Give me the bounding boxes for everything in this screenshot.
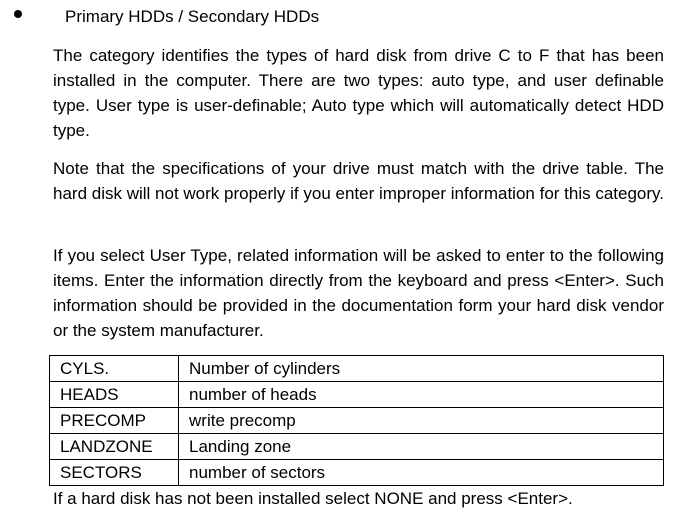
table-cell-parameter: LANDZONE <box>50 434 179 460</box>
table-cell-parameter: CYLS. <box>50 356 179 382</box>
table-cell-description: number of heads <box>179 382 664 408</box>
table-row <box>50 356 664 382</box>
table-row <box>50 408 664 434</box>
table-row <box>50 460 664 486</box>
footer-note: If a hard disk has not been installed select NONE and press <Enter>. <box>53 489 573 508</box>
bullet-icon <box>14 10 22 18</box>
table-cell-parameter: PRECOMP <box>50 408 179 434</box>
bullet-heading <box>0 6 684 30</box>
table-row <box>50 382 664 408</box>
table-row <box>50 434 664 460</box>
table-cell-description: number of sectors <box>179 460 664 486</box>
table-cell-description: Number of cylinders <box>179 356 664 382</box>
table-cell-parameter: SECTORS <box>50 460 179 486</box>
paragraph-category-description: The category identifies the types of hard disk from drive C to F that has been installed in the computer. There are two types: auto type, and user definable type. User type is user-definable; Auto type which will automatically detect HDD type. <box>53 46 664 140</box>
paragraph-user-type-instructions: If you select User Type, related information will be asked to enter to the following items. Enter the information directly from the keyboard and press <Enter>. Such information should be provided in the documentation form your hard disk vendor or the system manufacturer. <box>53 246 664 340</box>
table-cell-description: write precomp <box>179 408 664 434</box>
table-cell-parameter: HEADS <box>50 382 179 408</box>
hdd-parameter-table <box>49 355 664 486</box>
section-heading: Primary HDDs / Secondary HDDs <box>65 7 320 26</box>
table-cell-description: Landing zone <box>179 434 664 460</box>
paragraph-drive-table-note: Note that the specifications of your drive must match with the drive table. The hard disk will not work properly if you enter improper information for this category. <box>53 159 664 203</box>
